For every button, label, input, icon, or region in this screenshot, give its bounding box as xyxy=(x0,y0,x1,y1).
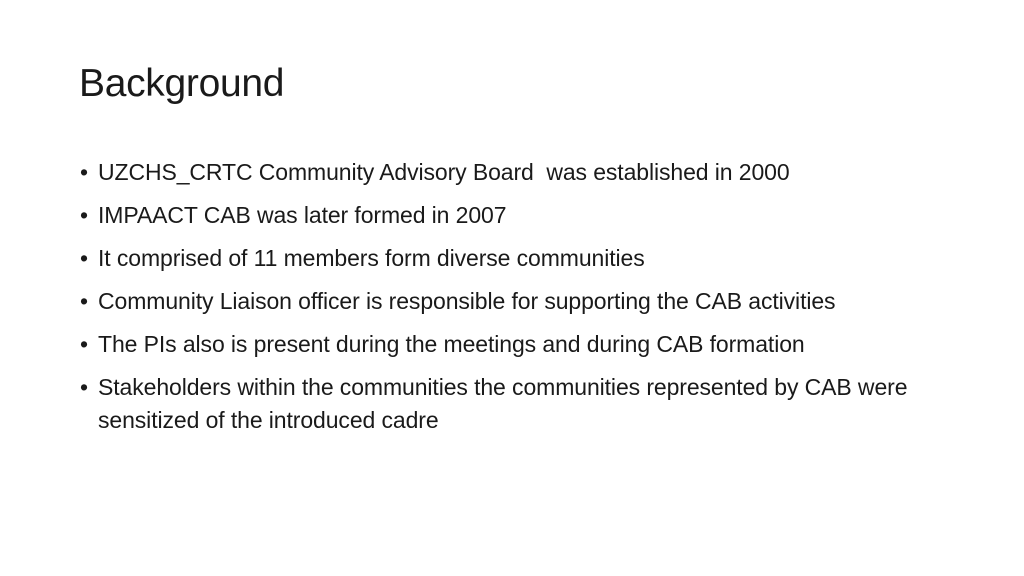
bullet-icon: • xyxy=(80,374,88,400)
bullet-item xyxy=(70,242,950,275)
bullet-icon: • xyxy=(80,202,88,228)
bullet-list xyxy=(70,156,950,447)
bullet-item xyxy=(70,199,950,232)
bullet-item xyxy=(70,285,950,318)
bullet-icon: • xyxy=(80,159,88,185)
bullet-text: It comprised of 11 members form diverse communities xyxy=(98,245,645,271)
bullet-text: Stakeholders within the communities the communities represented by CAB were sensitized of the introduced cadre xyxy=(98,374,908,433)
bullet-icon: • xyxy=(80,288,88,314)
bullet-item xyxy=(70,156,950,189)
bullet-text: Community Liaison officer is responsible for supporting the CAB activities xyxy=(98,288,836,314)
bullet-text: IMPAACT CAB was later formed in 2007 xyxy=(98,202,507,228)
bullet-text: UZCHS_CRTC Community Advisory Board was established in 2000 xyxy=(98,159,790,185)
bullet-icon: • xyxy=(80,245,88,271)
bullet-item xyxy=(70,371,950,437)
bullet-icon: • xyxy=(80,331,88,357)
bullet-item xyxy=(70,328,950,361)
slide-title: Background xyxy=(79,62,285,105)
bullet-text: The PIs also is present during the meetings and during CAB formation xyxy=(98,331,805,357)
